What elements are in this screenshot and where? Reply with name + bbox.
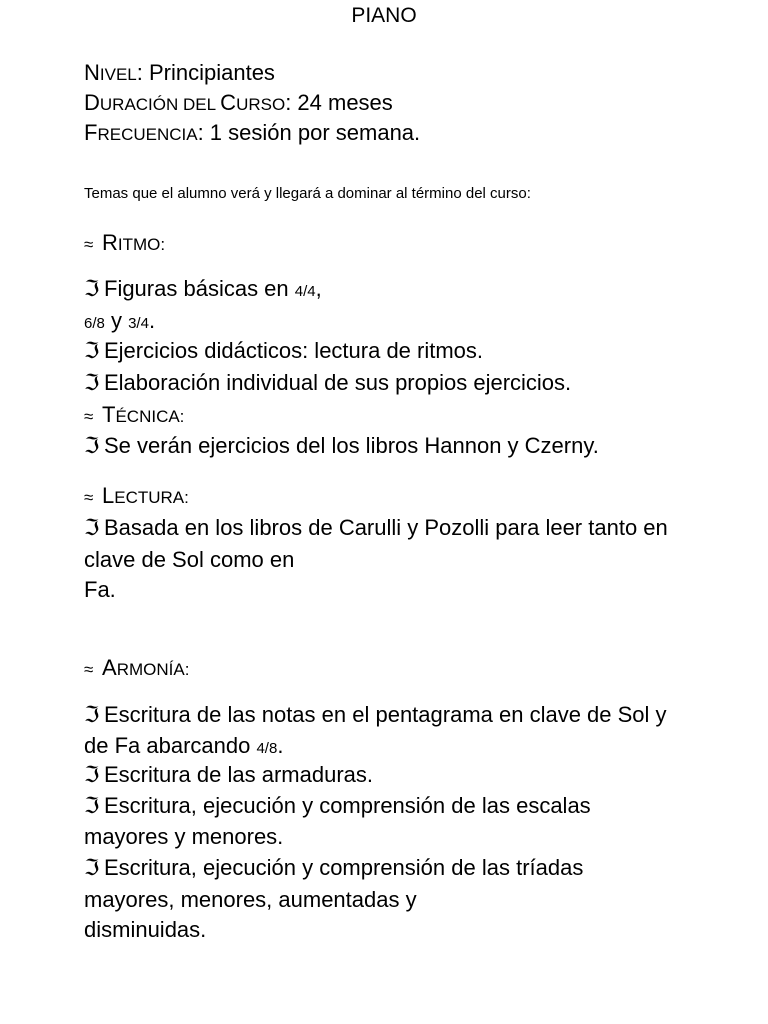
page-title: PIANO (351, 4, 417, 27)
bullet-icon: ℑ (84, 702, 100, 727)
section-heading-tecnica: ≈ TÉCNICA: (84, 400, 184, 432)
bullet-icon: ℑ (84, 762, 100, 787)
approx-icon: ≈ (84, 235, 94, 254)
approx-icon: ≈ (84, 488, 94, 507)
bullet-icon: ℑ (84, 433, 100, 458)
bullet-icon: ℑ (84, 855, 100, 880)
bullet-icon: ℑ (84, 370, 100, 395)
section-heading-lectura: ≈ LECTURA: (84, 481, 189, 513)
list-item: ℑ Elaboración individual de sus propios ejercicios. (84, 368, 571, 398)
approx-icon: ≈ (84, 407, 94, 426)
list-item: ℑ Escritura, ejecución y comprensión de las tríadas (84, 853, 583, 883)
list-item: ℑ Escritura, ejecución y comprensión de las escalas (84, 791, 591, 821)
info-frecuencia: FRECUENCIA: 1 sesión por semana. (84, 120, 421, 145)
list-item-continuation: Fa. (84, 577, 116, 602)
info-nivel: NIVEL: Principiantes (84, 60, 275, 85)
approx-icon: ≈ (84, 660, 94, 679)
list-item: ℑ Escritura de las notas en el pentagrama en clave de Sol y (84, 700, 667, 730)
section-heading-ritmo: ≈ RITMO: (84, 228, 165, 260)
list-item: ℑ Basada en los libros de Carulli y Pozolli para leer tanto en (84, 513, 668, 543)
bullet-icon: ℑ (84, 515, 100, 540)
list-item-continuation: de Fa abarcando 4/8. (84, 733, 284, 758)
list-item: ℑ Figuras básicas en 4/4, (84, 274, 322, 307)
list-item: ℑ Se verán ejercicios del los libros Hannon y Czerny. (84, 431, 599, 461)
list-item-continuation: clave de Sol como en (84, 547, 295, 572)
intro-text: Temas que el alumno verá y llegará a dominar al término del curso: (84, 185, 531, 202)
list-item-continuation: disminuidas. (84, 917, 207, 942)
list-item-continuation: 6/8 y 3/4. (84, 308, 156, 333)
list-item-continuation: mayores y menores. (84, 824, 284, 849)
list-item-continuation: mayores, menores, aumentadas y (84, 887, 417, 912)
bullet-icon: ℑ (84, 793, 100, 818)
list-item: ℑ Escritura de las armaduras. (84, 760, 373, 790)
info-duracion: DURACIÓN DEL CURSO: 24 meses (84, 90, 393, 115)
bullet-icon: ℑ (84, 276, 100, 301)
section-heading-armonia: ≈ ARMONÍA: (84, 653, 189, 685)
list-item: ℑ Ejercicios didácticos: lectura de ritmos. (84, 336, 483, 366)
bullet-icon: ℑ (84, 338, 100, 363)
